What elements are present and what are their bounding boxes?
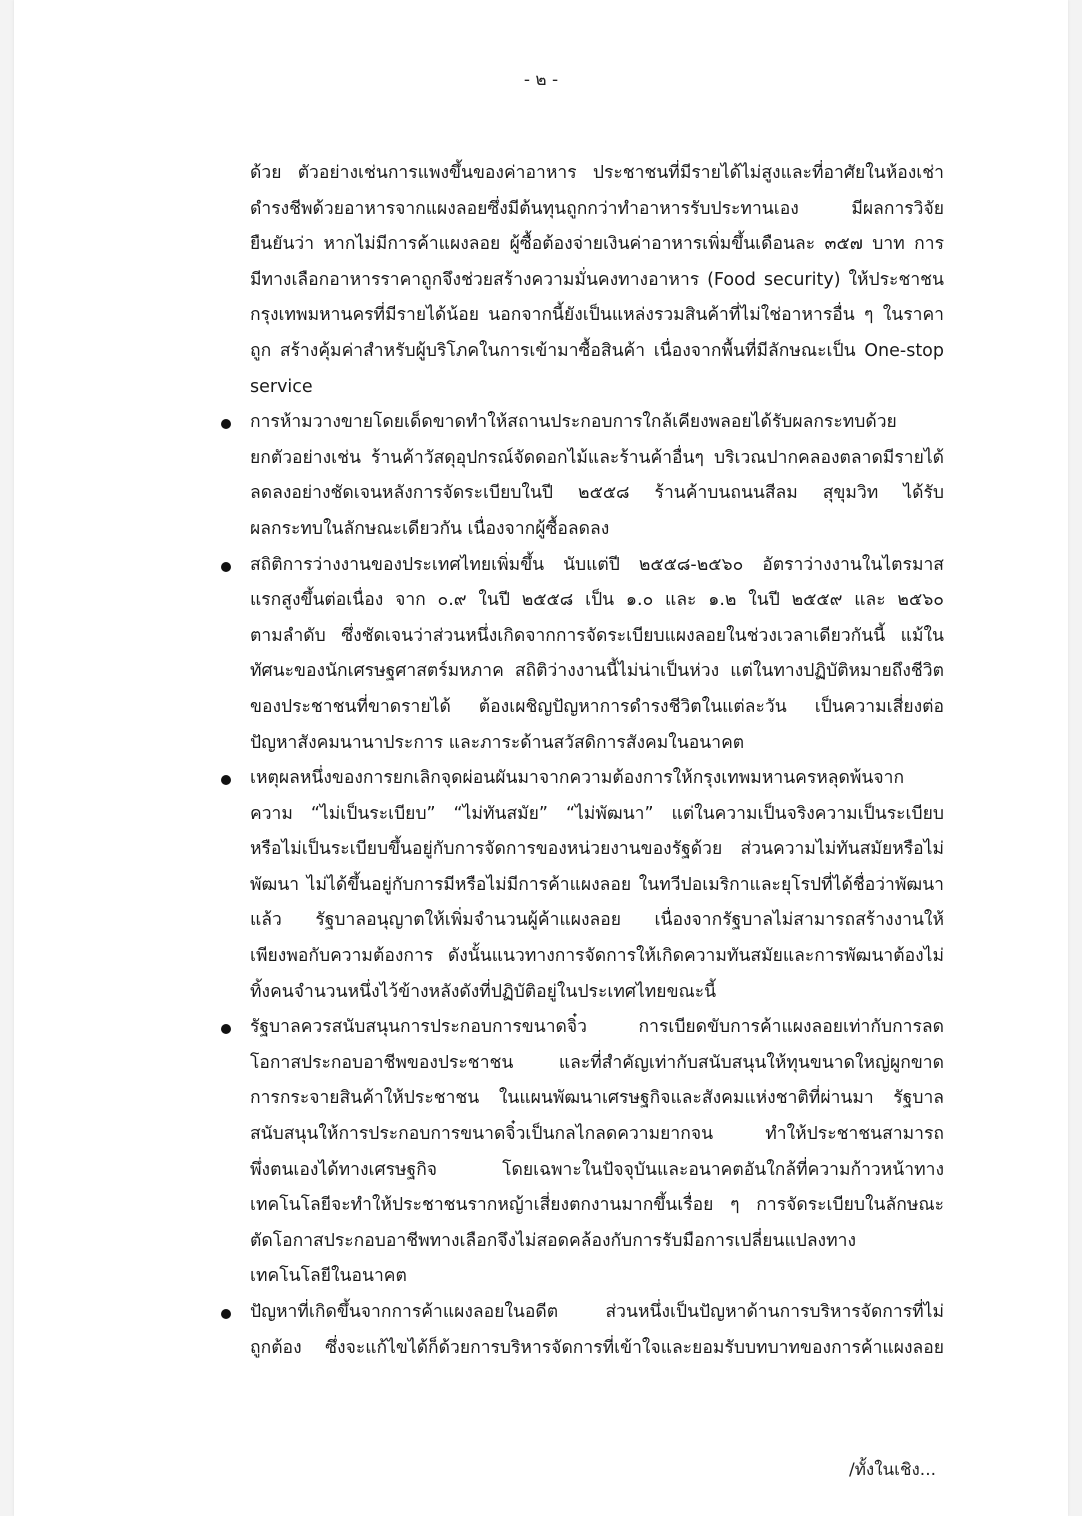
text-line: มีทางเลือกอาหารราคาถูกจึงช่วยสร้างความมั่นคงทางอาหาร (Food security) ให้ประชาชน bbox=[250, 269, 944, 290]
text-line: ยืนยันว่า หากไม่มีการค้าแผงลอย ผู้ซื้อต้องจ่ายเงินค่าอาหารเพิ่มขึ้นเดือนละ ๓๕๗ บาท การ bbox=[250, 234, 944, 255]
text-line: พึ่งตนเองได้ทางเศรษฐกิจ โดยเฉพาะในปัจจุบันและอนาคตอันใกล้ที่ความก้าวหน้าทาง bbox=[250, 1159, 944, 1180]
document-page bbox=[14, 0, 1068, 1516]
list-item bbox=[250, 1295, 944, 1366]
text-line: สถิติการว่างงานของประเทศไทยเพิ่มขึ้น นับแต่ปี ๒๕๕๘-๒๕๖๐ อัตราว่างงานในไตรมาส bbox=[250, 554, 944, 575]
text-line: รัฐบาลควรสนับสนุนการประกอบการขนาดจิ๋ว การเบียดขับการค้าแผงลอยเท่ากับการลด bbox=[250, 1017, 944, 1038]
text-line: ปัญหาที่เกิดขึ้นจากการค้าแผงลอยในอดีต ส่วนหนึ่งเป็นปัญหาด้านการบริหารจัดการที่ไม่ bbox=[250, 1302, 944, 1322]
bullet-icon bbox=[221, 562, 231, 572]
text-line: แรกสูงขึ้นต่อเนื่อง จาก ๐.๙ ในปี ๒๕๕๘ เป็น ๑.๐ และ ๑.๒ ในปี ๒๕๕๙ และ ๒๕๖๐ bbox=[250, 590, 944, 611]
text-line: ปัญหาสังคมนานาประการ และภาระด้านสวัสดิการสังคมในอนาคต bbox=[250, 732, 745, 753]
bullet-icon bbox=[221, 775, 231, 785]
list-item bbox=[250, 548, 944, 762]
text-line: ถูก สร้างคุ้มค่าสำหรับผู้บริโภคในการเข้ามาซื้อสินค้า เนื่องจากพื้นที่มีลักษณะเป็น One-stop bbox=[250, 340, 944, 361]
text-line: service bbox=[250, 376, 313, 397]
text-line: เพียงพอกับความต้องการ ดังนั้นแนวทางการจัดการให้เกิดความทันสมัยและการพัฒนาต้องไม่ bbox=[250, 946, 944, 967]
text-line: โอกาสประกอบอาชีพของประชาชน และที่สำคัญเท่ากับสนับสนุนให้ทุนขนาดใหญ่ผูกขาด bbox=[250, 1052, 944, 1073]
text-line: ทัศนะของนักเศรษฐศาสตร์มหภาค สถิติว่างงานนี้ไม่น่าเป็นห่วง แต่ในทางปฏิบัติหมายถึงชีวิต bbox=[250, 661, 944, 682]
text-line: สนับสนุนให้การประกอบการขนาดจิ๋วเป็นกลไกลดความยากจน ทำให้ประชาชนสามารถ bbox=[250, 1124, 944, 1145]
text-line: ตามลำดับ ซึ่งชัดเจนว่าส่วนหนึ่งเกิดจากการจัดระเบียบแผงลอยในช่วงเวลาเดียวกันนี้ แม้ใน bbox=[250, 625, 944, 646]
text-line: พัฒนา ไม่ได้ขึ้นอยู่กับการมีหรือไม่มีการค้าแผงลอย ในทวีปอเมริกาและยุโรปที่ได้ชื่อว่าพัฒนา bbox=[250, 874, 944, 895]
text-line: ด้วย ตัวอย่างเช่นการแพงขึ้นของค่าอาหาร ประชาชนที่มีรายได้ไม่สูงและที่อาศัยในห้องเช่า bbox=[250, 163, 944, 183]
text-line: หรือไม่เป็นระเบียบขึ้นอยู่กับการจัดการของหน่วยงานของรัฐด้วย ส่วนความไม่ทันสมัยหรือไม่ bbox=[250, 839, 944, 860]
document-body bbox=[250, 156, 944, 1366]
text-line: ลดลงอย่างชัดเจนหลังการจัดระเบียบในปี ๒๕๕๘ ร้านค้าบนถนนสีลม สุขุมวิท ได้รับ bbox=[250, 483, 944, 504]
text-line: ทิ้งคนจำนวนหนึ่งไว้ข้างหลังดังที่ปฏิบัติอยู่ในประเทศไทยขณะนี้ bbox=[250, 981, 717, 1002]
text-line: การห้ามวางขายโดยเด็ดขาดทำให้สถานประกอบการใกล้เคียงพลอยได้รับผลกระทบด้วย bbox=[250, 412, 897, 433]
list-item bbox=[250, 405, 944, 547]
text-line: แล้ว รัฐบาลอนุญาตให้เพิ่มจำนวนผู้ค้าแผงลอย เนื่องจากรัฐบาลไม่สามารถสร้างงานให้ bbox=[250, 910, 944, 931]
bullet-list bbox=[250, 405, 944, 1366]
text-line: การกระจายสินค้าให้ประชาชน ในแผนพัฒนาเศรษฐกิจและสังคมแห่งชาติที่ผ่านมา รัฐบาล bbox=[250, 1088, 944, 1109]
text-line: เทคโนโลยีในอนาคต bbox=[250, 1266, 407, 1287]
intro-paragraph bbox=[250, 156, 944, 405]
continuation-marker: /ทั้งในเชิง... bbox=[849, 1460, 937, 1480]
bullet-icon bbox=[221, 1024, 231, 1034]
text-line: เหตุผลหนึ่งของการยกเลิกจุดผ่อนผันมาจากความต้องการให้กรุงเทพมหานครหลุดพ้นจาก bbox=[250, 768, 905, 789]
text-line: กรุงเทพมหานครที่มีรายได้น้อย นอกจากนี้ยังเป็นแหล่งรวมสินค้าที่ไม่ใช่อาหารอื่น ๆ ในราคา bbox=[250, 305, 944, 326]
text-line: ผลกระทบในลักษณะเดียวกัน เนื่องจากผู้ซื้อลดลง bbox=[250, 518, 610, 539]
text-line: ตัดโอกาสประกอบอาชีพทางเลือกจึงไม่สอดคล้องกับการรับมือการเปลี่ยนแปลงทาง bbox=[250, 1230, 857, 1251]
page-number: - ๒ - bbox=[523, 70, 559, 90]
bullet-icon bbox=[221, 1309, 231, 1319]
text-line: ถูกต้อง ซึ่งจะแก้ไขได้ก็ด้วยการบริหารจัดการที่เข้าใจและยอมรับบทบาทของการค้าแผงลอย bbox=[250, 1337, 944, 1358]
list-item bbox=[250, 1010, 944, 1295]
text-line: ของประชาชนที่ขาดรายได้ ต้องเผชิญปัญหาการดำรงชีวิตในแต่ละวัน เป็นความเสี่ยงต่อ bbox=[250, 696, 944, 717]
text-line: ความ “ไม่เป็นระเบียบ” “ไม่ทันสมัย” “ไม่พัฒนา” แต่ในความเป็นจริงความเป็นระเบียบ bbox=[250, 803, 944, 824]
list-item bbox=[250, 761, 944, 1010]
text-line: ดำรงชีพด้วยอาหารจากแผงลอยซึ่งมีต้นทุนถูกกว่าทำอาหารรับประทานเอง มีผลการวิจัย bbox=[250, 198, 944, 219]
bullet-icon bbox=[221, 419, 231, 429]
text-line: เทคโนโลยีจะทำให้ประชาชนรากหญ้าเสี่ยงตกงานมากขึ้นเรื่อย ๆ การจัดระเบียบในลักษณะ bbox=[250, 1195, 944, 1216]
text-line: ยกตัวอย่างเช่น ร้านค้าวัสดุอุปกรณ์จัดดอกไม้และร้านค้าอื่นๆ บริเวณปากคลองตลาดมีรายได้ bbox=[250, 447, 944, 468]
